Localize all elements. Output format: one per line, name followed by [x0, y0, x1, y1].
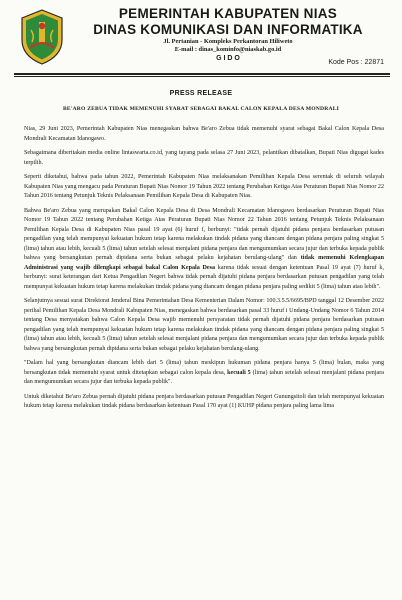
document-title: PRESS RELEASE	[169, 90, 233, 97]
header-rule-thick	[14, 73, 390, 75]
paragraph-3: Seperti diketahui, bahwa pada tahun 2022, Pemerintah Kabupaten Nias melaksanakan Pemilihan Kepala Desa serentak di seluruh wilayah Kabupaten Nias yang mengacu pada Peraturan Bupati Nias Nomor 19 Tahun 2022 tentang Perubahan Ketiga Atas Peraturan Bupati Nias Nomor 22 Tahun 2016 tentang Petunjuk Teknis Pelaksanaan Pemilihan Kepala Desa di Kabupaten Nias.	[24, 174, 384, 199]
agency-address: Jl. Pertanian - Kompleks Perkantoran Hiliweto	[163, 38, 293, 45]
paragraph-6-part-c: (lima) tahun setelah selesai menjalani pidana penjara dan mengumumkan secara jujur dan terbuka kepada publik".	[24, 369, 384, 385]
paragraph-6-bold: kecuali 5	[227, 369, 251, 376]
paragraph-6	[24, 359, 384, 388]
letterhead-text	[72, 6, 384, 64]
paragraph-5: Selanjutnya sesuai surat Direktorat Jenderal Bina Pemerintahan Desa Kementerian Dalam Nomor: 100.3.5.5/6695/BPD tanggal 12 Desember 2022 perihal Pemilihan Kepala Desa Mondrali Kabupaten Nias, menegaskan bahwa berdasarkan pasal 33 huruf i Undang-Undang Nomor 6 Tahun 2014 tentang Desa menyatakan bahwa Calon Kepala Desa wajib memenuhi persyaratan tidak pernah dijatuhi pidana penjara berdasarkan putusan pengadilan yang telah mempunyai kekuatan hukum tetap karena melakukan tindak pidana yang diancam dengan pidana penjara paling singkat 5 (lima) tahun atau lebih, kecuali 5 (lima) tahun setelah selesai menjalani pidana penjara dan mengumumkan secara jujur dan terbuka kepada publik bahwa yang bersangkutan pernah dipidana serta bukan sebagai pelaku kejahatan berulang-ulang.	[24, 298, 384, 352]
paragraph-4	[24, 207, 384, 293]
paragraph-1: Nias, 29 Juni 2023, Pemerintah Kabupaten Nias menegaskan bahwa Be'aro Zebua tidak memenuhi syarat sebagai Bakal Calon Kepala Desa Mondrali Kecamatan Idanogawo.	[24, 126, 384, 142]
paragraph-4-bold: tidak memenuhi Kelengkapan Administrasi yang wajib dilengkapi sebagai bakal Calon Kepala Desa	[24, 255, 384, 271]
paragraph-6-part-a: "Dalam hal yang bersangkutan diancam lebih dari 5 (lima) tahun meskipun hukuman pidana penjara hanya 5 (lima) bulan, maka yang bersangkutan tidak memenuhi syarat untuk ditetapkan sebagai calon kepala desa,	[24, 360, 384, 376]
paragraph-4-part-c: karena tidak sesuai dengan ketentuan Pasal 19 ayat (7) huruf k, berbunyi: surat keterangan dari Ketua Pengadilan Negeri bahwa tidak pernah dijatuhi pidana penjara berdasarkan putusan pengadilan yang telah mempunyai kekuatan hukum tetap karena melakukan tindak pidana yang diancam dengan pidana penjara paling sedikit 5 (lima) tahun atau lebih".	[24, 264, 384, 290]
document-body	[24, 125, 384, 417]
postal-code: Kode Pos : 22871	[328, 59, 384, 66]
paragraph-7: Untuk diketahui Be'aro Zebua pernah dijatuhi pidana penjara berdasarkan putusan Pengadilan Negeri Gunungsitoli dan telah mempunyai kekuatan hukum tetap karena melakukan tindak pidana berdasarkan ketentuan Pasal 170 ayat (1) KUHP pidana penjara paling lama lima	[24, 393, 384, 409]
document-subtitle: BE'ARO ZEBUA TIDAK MEMENUHI SYARAT SEBAGAI BAKAL CALON KEPALA DESA MONDRALI	[62, 106, 340, 112]
agency-place: G I D O	[216, 55, 240, 62]
letterhead	[14, 6, 390, 70]
regency-emblem-icon	[18, 8, 66, 66]
paragraph-4-part-a: Bahwa Be'aro Zebua yang merupakan Bakal Calon Kepala Desa di Desa Mondrali Kecamatan Idanogawo berdasarkan Peraturan Bupati Nias Nomor 19 Tahun 2022 tentang Perubahan Ketiga Atas Peraturan Bupati Nias Nomor 22 Tahun 2016 tentang Petunjuk Teknis Pelaksanaan Pemilihan Kepala Desa di Kabupaten Nias pasal 19 ayat (6) huruf f, berbunyi: "tidak pernah dijatuhi pidana penjara berdasarkan putusan pengadilan yang telah mempunyai kekuatan hukum tetap karena melakukan tindak pidana yang diancam dengan pidana penjara paling singkat 5 (lima) tahun atau lebih, kecuali 5 (lima) tahun setelah selesai menjalani pidana penjara dan mengumumkan secara jujur dan terbuka kepada publik bahwa yang bersangkutan pernah dipidana serta bukan sebagai pelaku kejahatan berulang-ulang" dan	[24, 207, 384, 261]
paragraph-2: Sebagaimana diberitakan media online lintaswarta.co.id, yang tayang pada selasa 27 Juni 2023, pelantikan dibatalkan, Bupati Nias digugat kades terpilih.	[24, 150, 384, 166]
header-rule-thin	[14, 76, 390, 77]
agency-email: E-mail : dinas_kominfo@niaskab.go.id	[174, 46, 282, 53]
agency-line-1: PEMERINTAH KABUPATEN NIAS	[118, 6, 338, 21]
agency-line-2: DINAS KOMUNIKASI DAN INFORMATIKA	[93, 22, 363, 37]
